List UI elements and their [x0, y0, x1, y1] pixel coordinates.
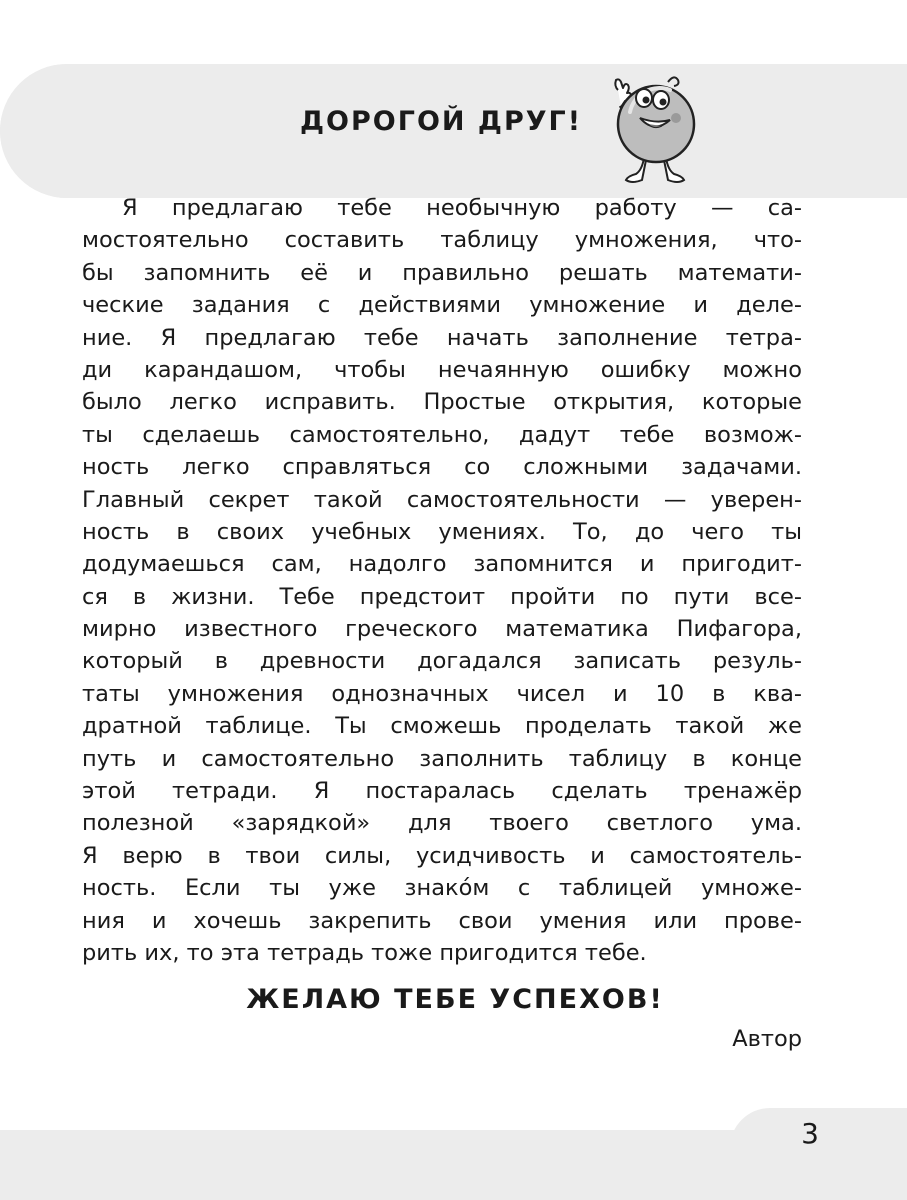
- text-line: таты умножения однозначных чисел и 10 в ква-: [82, 680, 802, 707]
- text-line: рить их, то эта тетрадь тоже пригодится тебе.: [82, 939, 647, 966]
- text-line: ся в жизни. Тебе предстоит пройти по пути все-: [82, 583, 802, 610]
- page-number: 3: [801, 1117, 819, 1150]
- text-line: ность в своих учебных умениях. То, до чего ты: [82, 518, 802, 545]
- text-line: ность легко справляться со сложными задачами.: [82, 454, 802, 481]
- text-line: Я верю в твои силы, усидчивость и самостоятель-: [82, 842, 802, 869]
- text-line: додумаешься сам, надолго запомнится и пригодит-: [82, 551, 802, 578]
- text-line: ты сделаешь самостоятельно, дадут тебе возмож-: [82, 421, 802, 448]
- text-line: мостоятельно составить таблицу умножения, что-: [82, 227, 802, 254]
- closing-wish: ЖЕЛАЮ ТЕБЕ УСПЕХОВ!: [246, 984, 664, 1015]
- text-line: бы запомнить её и правильно решать математи-: [82, 259, 802, 286]
- text-line: этой тетради. Я постаралась сделать тренажёр: [82, 778, 802, 805]
- page-title: ДОРОГОЙ ДРУГ!: [300, 106, 583, 137]
- text-line: дратной таблице. Ты сможешь проделать такой же: [82, 713, 802, 740]
- text-line: ди карандашом, чтобы нечаянную ошибку можно: [82, 356, 802, 383]
- letter-body: [82, 192, 802, 969]
- author-signature: Автор: [732, 1026, 802, 1052]
- text-line: который в древности догадался записать резуль-: [82, 648, 802, 675]
- text-line: ния и хочешь закрепить свои умения или прове-: [82, 907, 802, 934]
- text-line: ность. Если ты уже знако́м с таблицей умноже-: [82, 875, 802, 902]
- text-line: мирно известного греческого математика Пифагора,: [82, 616, 802, 643]
- text-line: было легко исправить. Простые открытия, которые: [82, 389, 802, 416]
- text-line: полезной «зарядкой» для твоего светлого ума.: [82, 810, 802, 837]
- text-line: Я предлагаю тебе необычную работу — са-: [122, 195, 802, 221]
- text-line: путь и самостоятельно заполнить таблицу в конце: [82, 745, 802, 772]
- smiling-ball-mascot-icon: [600, 72, 710, 188]
- text-line: ческие задания с действиями умножение и деле-: [82, 292, 802, 319]
- text-line: ние. Я предлагаю тебе начать заполнение тетра-: [82, 324, 802, 351]
- text-line: Главный секрет такой самостоятельности — уверен-: [82, 486, 802, 513]
